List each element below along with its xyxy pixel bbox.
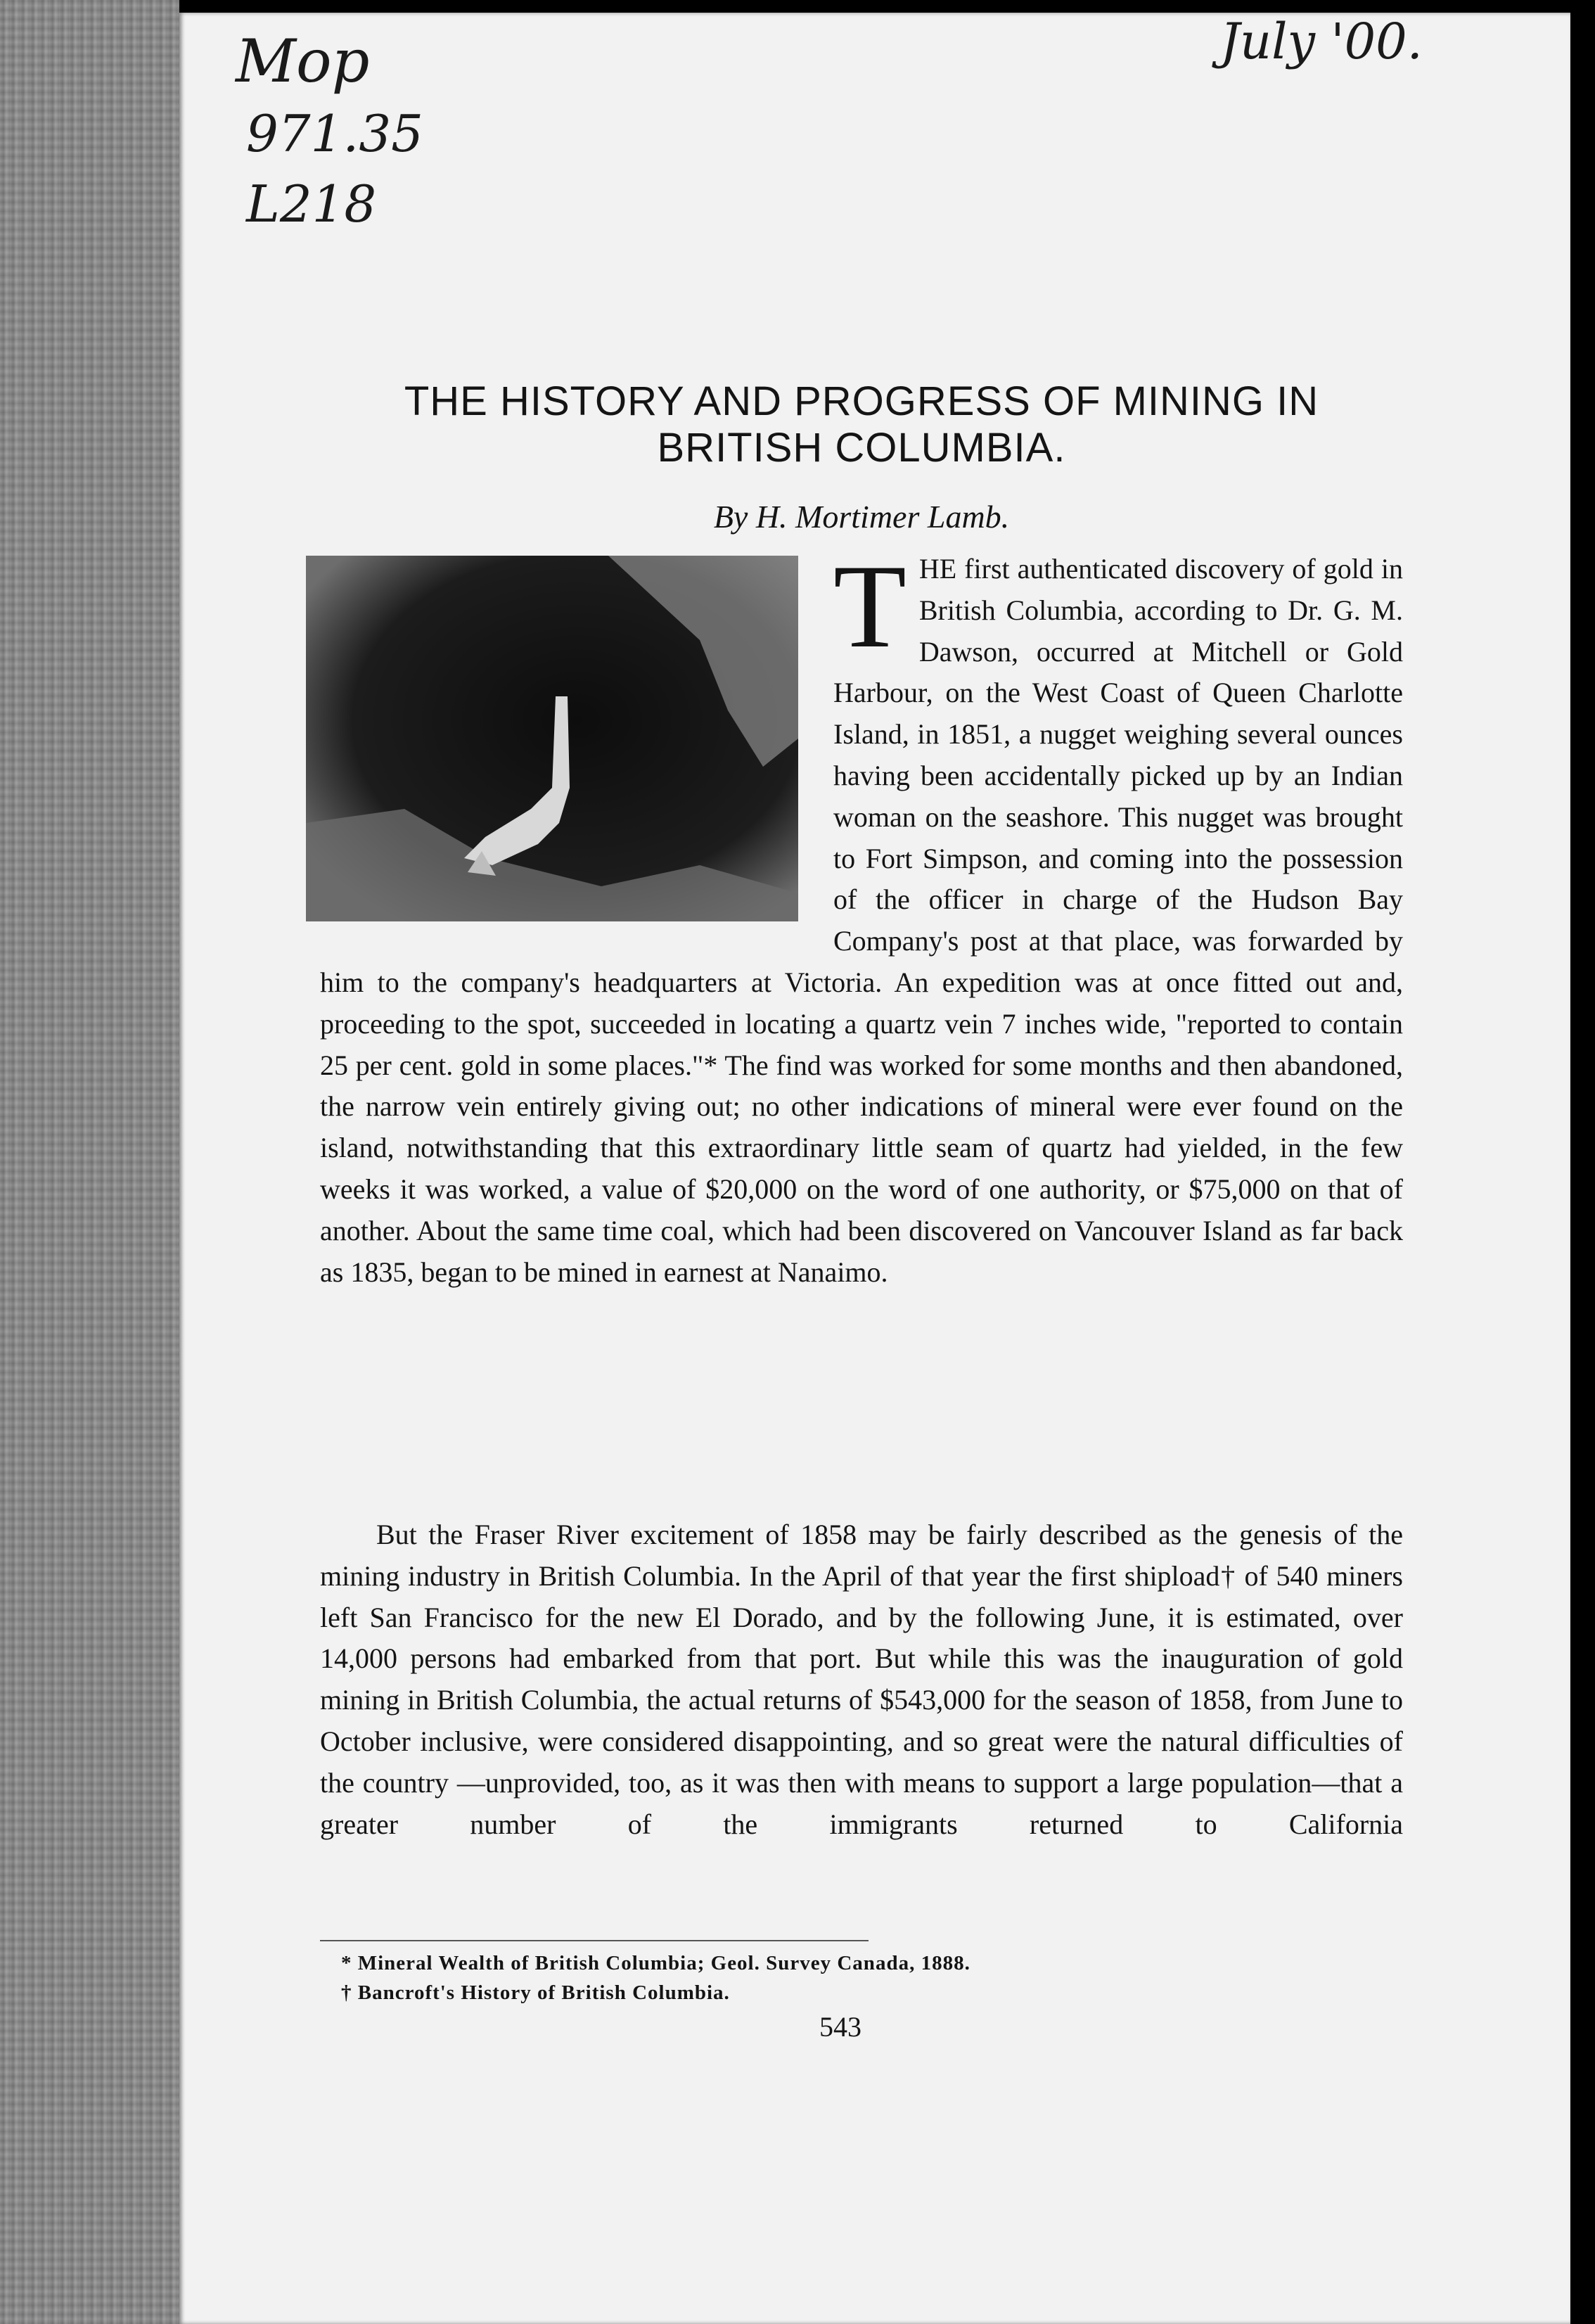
book-binding-edge	[0, 0, 179, 2324]
paragraph-2-text: But the Fraser River excitement of 1858 may be fairly described as the genesis of the mining industry in British Columbia. In the April of that year the first shipload† of 540 miners left San Francisco for the new El Dorado, and by the following June, it is estimated, over 14,000 persons had embarked from that port. But while this was the inauguration of gold mining in British Columbia, the actual returns of $543,000 for the season of 1858, from June to October inclusive, were considered disappointing, and so great were the natural difficulties of the country —unprovided, too, as it was then with means to support a large population—that a greater number of the immigrants returned to California	[320, 1519, 1403, 1840]
handwritten-call-number-line3: L218	[246, 174, 377, 234]
article-byline: By H. Mortimer Lamb.	[713, 499, 1010, 535]
footnote-1: * Mineral Wealth of British Columbia; Geol. Survey Canada, 1888.	[341, 1952, 971, 1974]
drop-cap: T	[833, 540, 907, 672]
handwritten-call-number-line1: Mop	[236, 27, 370, 96]
article-paragraph-1	[320, 540, 1403, 1293]
article-title: THE HISTORY AND PROGRESS OF MINING IN BRITISH COLUMBIA.	[404, 378, 1319, 471]
footnote-2: † Bancroft's History of British Columbia.	[341, 1981, 730, 2004]
handwritten-call-number-line2: 971.35	[246, 104, 423, 163]
figure-float-spacer	[320, 549, 833, 943]
handwritten-date: July '00.	[1220, 13, 1423, 70]
page-number: 543	[819, 2011, 861, 2043]
article-paragraph-2	[320, 1514, 1403, 1845]
footnotes	[341, 1940, 1326, 2007]
paragraph-1-text: HE first authenticated discovery of gold in British Columbia, according to Dr. G. M. Dawson, occurred at Mitchell or Gold Harbour, on the West Coast of Queen Charlotte Island, in 1851, a nugget weighing several ounces having been accidentally picked up by an Indian woman on the seashore. This nugget was brought to Fort Simpson, and coming into the possession of the officer in charge of the Hudson Bay Company's post at that place, was forwarded by him to the company's headquarters at Victoria. An expedition was at once fitted out and, proceeding to the spot, succeeded in locating a quartz vein 7 inches wide, "reported to contain 25 per cent. gold in some places."* The find was worked for some months and then abandoned, the narrow vein entirely giving out; no other indications of mineral were ever found on the island, notwithstanding that this extraordinary little seam of quartz had yielded, in the few weeks it was worked, a value of $20,000 on the word of one authority, or $75,000 on that of another. About the same time coal, which had been discovered on Vancouver Island as far back as 1835, began to be mined in earnest at Nanaimo.	[320, 553, 1403, 1288]
document-page	[179, 13, 1570, 2324]
